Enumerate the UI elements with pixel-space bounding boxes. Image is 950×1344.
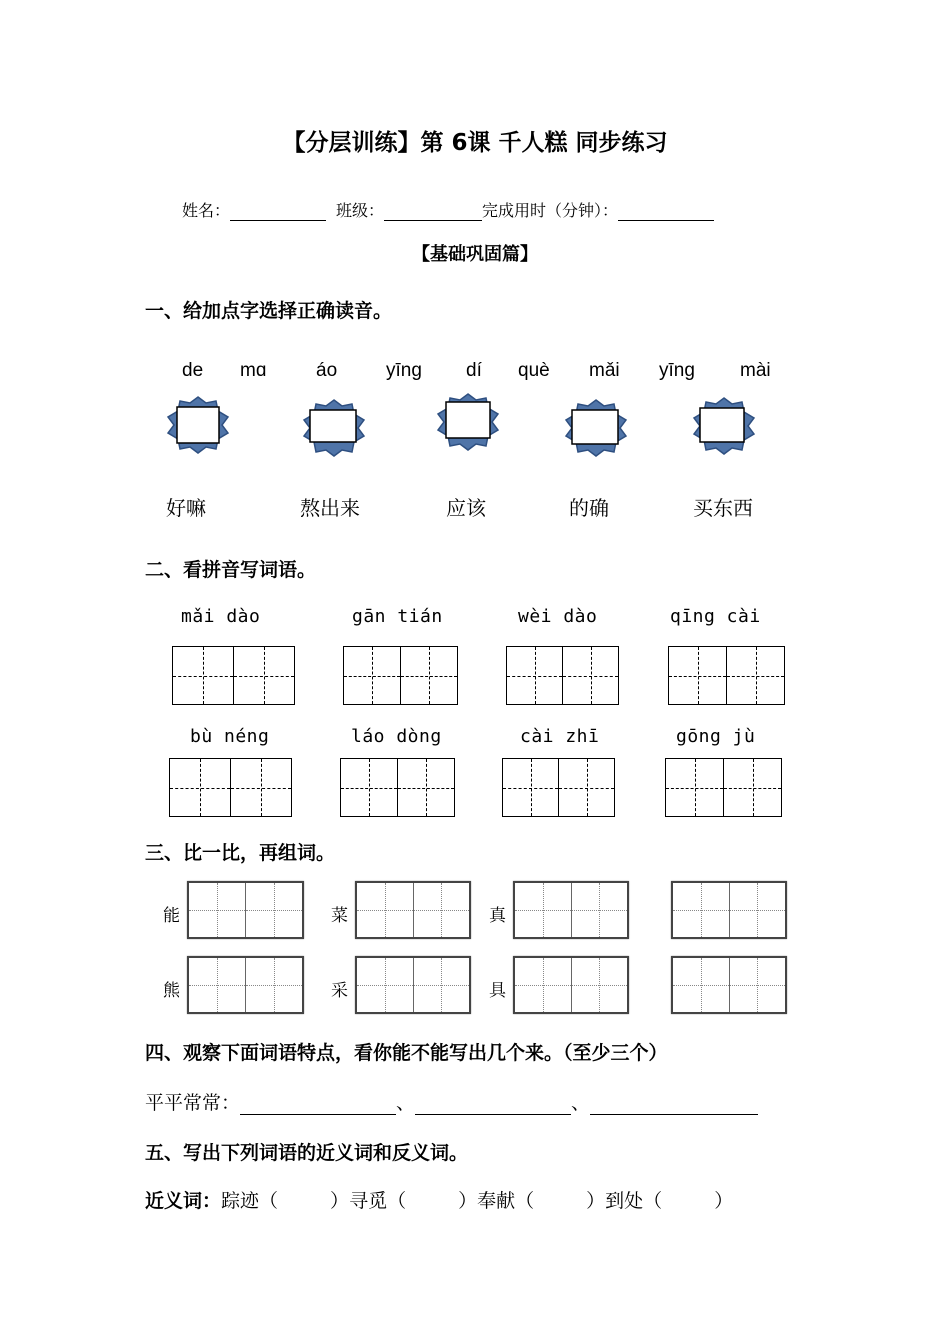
answer-blank[interactable] xyxy=(590,1096,758,1115)
word-grid[interactable] xyxy=(187,956,304,1014)
writing-grid[interactable] xyxy=(340,758,455,817)
writing-grid[interactable] xyxy=(343,646,458,705)
writing-grid[interactable] xyxy=(172,646,295,705)
compare-char: 菜 xyxy=(331,906,348,926)
synonym-label: 近义词： xyxy=(145,1190,222,1212)
q5-word: 到处 xyxy=(605,1190,644,1212)
answer-badge-icon[interactable] xyxy=(436,392,500,452)
q4-answer-row xyxy=(145,1088,758,1115)
separator: 、 xyxy=(396,1092,416,1114)
word-grid[interactable] xyxy=(187,881,304,939)
q1-word: 熬出来 xyxy=(300,496,360,520)
answer-badge-icon[interactable] xyxy=(564,398,628,458)
answer-badge-icon[interactable] xyxy=(166,395,230,455)
pinyin-option[interactable]: què xyxy=(518,360,550,381)
pinyin-option[interactable]: mɑ xyxy=(240,360,267,381)
pinyin-prompt: láo dòng xyxy=(351,726,442,747)
time-label: 完成用时（分钟）： xyxy=(482,201,619,220)
writing-grid[interactable] xyxy=(506,646,619,705)
section-title: 【基础巩固篇】 xyxy=(412,244,538,265)
word-grid[interactable] xyxy=(671,956,787,1014)
pinyin-prompt: gōng jù xyxy=(676,726,756,747)
answer-badge-icon[interactable] xyxy=(302,398,366,458)
pinyin-option[interactable]: dí xyxy=(466,360,482,381)
name-label: 姓名： xyxy=(182,201,231,220)
class-label: 班级： xyxy=(336,201,385,220)
word-grid[interactable] xyxy=(355,956,471,1014)
answer-badge-icon[interactable] xyxy=(692,396,756,456)
q5-synonym-row: 近义词：踪迹（ ）寻觅（ ）奉献（ ）到处（ ） xyxy=(145,1190,734,1212)
pinyin-option[interactable]: yīng xyxy=(386,360,422,381)
writing-grid[interactable] xyxy=(668,646,785,705)
pinyin-option[interactable]: mǎi xyxy=(589,360,620,381)
pinyin-option[interactable]: mài xyxy=(740,360,771,381)
class-field[interactable] xyxy=(384,202,482,221)
writing-grid[interactable] xyxy=(665,758,782,817)
q2-heading: 二、看拼音写词语。 xyxy=(145,559,317,581)
q4-heading: 四、观察下面词语特点，看你能不能写出几个来。（至少三个） xyxy=(145,1042,668,1064)
separator: 、 xyxy=(571,1092,591,1114)
pinyin-option[interactable]: áo xyxy=(316,360,338,381)
q1-word: 的确 xyxy=(569,496,609,520)
q1-word: 买东西 xyxy=(693,496,753,520)
compare-char: 真 xyxy=(489,906,506,926)
pinyin-prompt: bù néng xyxy=(190,726,270,747)
pinyin-prompt: mǎi dào xyxy=(181,606,261,627)
word-grid[interactable] xyxy=(513,881,629,939)
compare-char: 熊 xyxy=(163,981,180,1001)
compare-char: 具 xyxy=(489,981,506,1001)
word-grid[interactable] xyxy=(355,881,471,939)
q1-word: 好嘛 xyxy=(166,496,206,520)
pinyin-prompt: wèi dào xyxy=(518,606,598,627)
q4-label: 平平常常： xyxy=(145,1092,241,1114)
q5-word: 寻觅 xyxy=(349,1190,388,1212)
pinyin-prompt: gān tián xyxy=(352,606,443,627)
compare-char: 能 xyxy=(163,906,180,926)
compare-char: 采 xyxy=(331,981,348,1001)
writing-grid[interactable] xyxy=(169,758,292,817)
page-title: 【分层训练】第 6课 千人糕 同步练习 xyxy=(282,130,668,156)
answer-blank[interactable] xyxy=(415,1096,571,1115)
q1-word: 应该 xyxy=(446,496,486,520)
q5-heading: 五、写出下列词语的近义词和反义词。 xyxy=(145,1142,469,1164)
writing-grid[interactable] xyxy=(502,758,615,817)
student-info-row xyxy=(182,198,714,221)
word-grid[interactable] xyxy=(513,956,629,1014)
name-field[interactable] xyxy=(230,202,326,221)
q5-word: 奉献 xyxy=(477,1190,516,1212)
pinyin-prompt: qīng cài xyxy=(670,606,761,627)
pinyin-option[interactable]: yīng xyxy=(659,360,695,381)
time-field[interactable] xyxy=(618,202,714,221)
word-grid[interactable] xyxy=(671,881,787,939)
q1-heading: 一、给加点字选择正确读音。 xyxy=(145,300,393,322)
q3-heading: 三、比一比，再组词。 xyxy=(145,842,336,864)
answer-blank[interactable] xyxy=(240,1096,396,1115)
q5-word: 踪迹 xyxy=(221,1190,260,1212)
pinyin-prompt: cài zhī xyxy=(520,726,600,747)
pinyin-option[interactable]: de xyxy=(182,360,204,381)
